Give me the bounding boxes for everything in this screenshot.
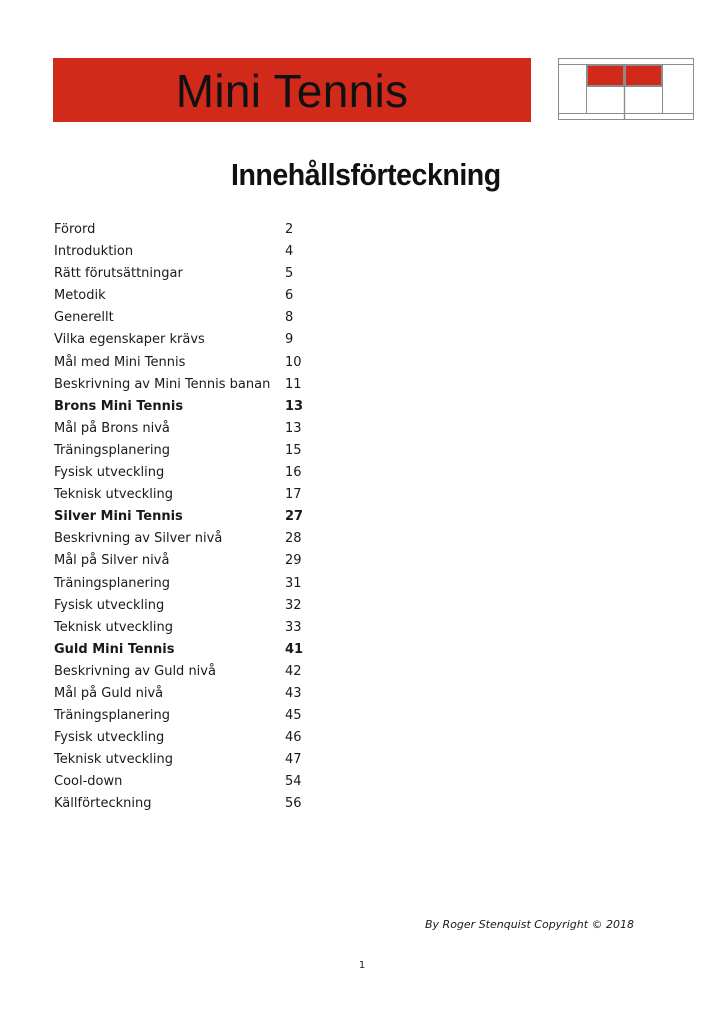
toc-entry-label: Brons Mini Tennis xyxy=(54,398,184,414)
toc-entry-label: Mål på Guld nivå xyxy=(54,685,164,701)
toc-entry xyxy=(54,749,314,771)
toc-entry-label: Beskrivning av Silver nivå xyxy=(54,531,223,547)
toc-entry-label: Teknisk utveckling xyxy=(54,619,173,635)
toc-entry-page: 4 xyxy=(285,244,294,260)
toc-entry-page: 11 xyxy=(285,376,302,392)
toc-entry-label: Guld Mini Tennis xyxy=(54,641,175,657)
toc-entry xyxy=(54,484,314,506)
toc-entry xyxy=(54,550,314,572)
toc-entry-label: Beskrivning av Guld nivå xyxy=(54,663,216,679)
toc-entry-label: Teknisk utveckling xyxy=(54,752,173,768)
toc-entry-label: Träningsplanering xyxy=(54,575,170,591)
toc-heading: Innehållsförteckning xyxy=(231,157,501,192)
toc-entry-label: Vilka egenskaper krävs xyxy=(54,332,205,348)
toc-entry xyxy=(54,418,314,440)
toc-entry xyxy=(54,352,314,374)
page-number: 1 xyxy=(358,960,366,971)
toc-entry xyxy=(54,683,314,705)
tennis-court-icon xyxy=(558,58,694,120)
toc-entry xyxy=(54,705,314,727)
toc-entry xyxy=(54,573,314,595)
toc-entry-label: Mål med Mini Tennis xyxy=(54,354,186,370)
toc-entry-label: Träningsplanering xyxy=(54,708,170,724)
toc-entry-label: Generellt xyxy=(54,310,114,326)
toc-entry-label: Mål på Silver nivå xyxy=(54,553,170,569)
toc-entry-label: Träningsplanering xyxy=(54,442,170,458)
toc-entry-label: Mål på Brons nivå xyxy=(54,420,170,436)
title-banner xyxy=(53,58,531,122)
toc-entry-page: 8 xyxy=(285,310,294,326)
copyright-notice: By Roger Stenquist Copyright © 2018 xyxy=(425,918,635,931)
toc-entry xyxy=(54,285,314,307)
toc-entry-page: 56 xyxy=(285,796,302,812)
toc-entry-label: Rätt förutsättningar xyxy=(54,266,183,282)
toc-entry xyxy=(54,595,314,617)
toc-entry xyxy=(54,771,314,793)
toc-entry xyxy=(54,727,314,749)
toc-entry-page: 31 xyxy=(285,575,302,591)
toc-entry-page: 13 xyxy=(285,398,304,414)
document-title: Mini Tennis xyxy=(175,65,409,117)
toc-entry xyxy=(54,661,314,683)
toc-entry xyxy=(54,528,314,550)
toc-entry-label: Fysisk utveckling xyxy=(54,597,165,613)
table-of-contents xyxy=(54,219,314,816)
toc-entry xyxy=(54,263,314,285)
toc-entry-page: 15 xyxy=(285,442,302,458)
toc-entry-page: 27 xyxy=(285,509,304,525)
toc-entry-label: Silver Mini Tennis xyxy=(54,509,183,525)
toc-entry-page: 29 xyxy=(285,553,302,569)
toc-entry-page: 28 xyxy=(285,531,302,547)
toc-entry-page: 2 xyxy=(285,222,294,237)
toc-entry-page: 6 xyxy=(285,288,294,304)
toc-entry xyxy=(54,374,314,396)
toc-entry-page: 46 xyxy=(285,730,302,746)
toc-entry-page: 43 xyxy=(285,685,302,701)
toc-entry-label: Introduktion xyxy=(54,244,134,260)
toc-entry-page: 13 xyxy=(285,420,302,436)
toc-entry-label: Teknisk utveckling xyxy=(54,487,173,503)
toc-entry-page: 5 xyxy=(285,266,294,282)
toc-entry-page: 10 xyxy=(285,354,302,370)
toc-entry xyxy=(54,219,314,241)
toc-entry-page: 42 xyxy=(285,663,302,679)
toc-entry xyxy=(54,506,314,528)
toc-entry-page: 41 xyxy=(285,641,304,657)
toc-entry-page: 17 xyxy=(285,487,302,503)
toc-entry xyxy=(54,639,314,661)
toc-entry xyxy=(54,617,314,639)
toc-entry-page: 47 xyxy=(285,752,302,768)
toc-entry xyxy=(54,329,314,351)
toc-entry-label: Källförteckning xyxy=(54,796,152,812)
toc-entry xyxy=(54,396,314,418)
toc-entry xyxy=(54,793,314,815)
toc-entry-page: 33 xyxy=(285,619,302,635)
toc-entry xyxy=(54,462,314,484)
toc-entry-page: 16 xyxy=(285,465,302,481)
toc-entry xyxy=(54,241,314,263)
toc-entry-page: 32 xyxy=(285,597,302,613)
toc-entry-page: 54 xyxy=(285,774,302,790)
toc-entry-page: 9 xyxy=(285,332,294,348)
toc-entry-label: Förord xyxy=(54,222,96,237)
toc-entry-label: Fysisk utveckling xyxy=(54,465,165,481)
toc-entry-label: Metodik xyxy=(54,288,106,304)
toc-entry-page: 45 xyxy=(285,708,302,724)
toc-entry xyxy=(54,307,314,329)
toc-entry-label: Cool-down xyxy=(54,774,123,790)
toc-entry-label: Fysisk utveckling xyxy=(54,730,165,746)
toc-entry xyxy=(54,440,314,462)
toc-entry-label: Beskrivning av Mini Tennis banan xyxy=(54,376,271,392)
